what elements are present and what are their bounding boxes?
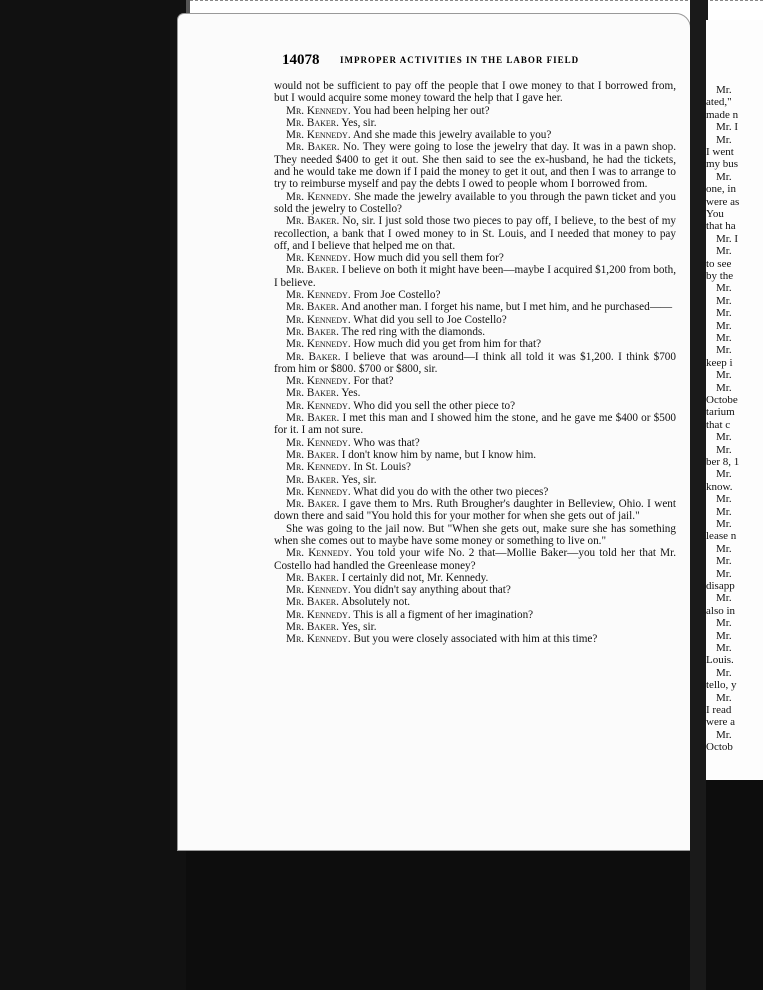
transcript-paragraph — [274, 596, 676, 608]
right-page-line: Mr. — [716, 245, 732, 258]
speech-text: I believe that was around—I think all told it was $1,200. I think $700 from him or $800. $700 or $800, sir. — [274, 350, 676, 375]
right-page-line: I went — [706, 146, 734, 158]
right-bottom-shadow — [706, 780, 763, 990]
right-page-line: Mr. — [716, 592, 732, 605]
transcript-paragraph — [274, 486, 676, 498]
speaker-name: Mr. Kennedy. — [286, 633, 351, 646]
transcript-paragraph — [274, 289, 676, 301]
speaker-name: Mr. Kennedy. — [286, 104, 351, 117]
right-page-line: Octob — [706, 741, 733, 754]
speaker-name: Mr. Baker. — [286, 473, 339, 486]
speech-text: How much did you sell them for? — [353, 252, 504, 265]
speech-text: And another man. I forget his name, but I met him, and he purchased—— — [341, 301, 673, 314]
speech-text: And she made this jewelry available to you? — [352, 129, 552, 142]
speech-text: I certainly did not, Mr. Kennedy. — [341, 571, 489, 584]
transcript-paragraph — [274, 523, 676, 548]
speaker-name: Mr. Baker. — [286, 264, 339, 277]
speech-text: I believe on both it might have been—maybe I acquired $1,200 from both, I believe. — [274, 264, 677, 289]
right-page-line: one, in — [706, 183, 736, 196]
right-page-line: Mr. — [716, 542, 732, 555]
right-page-line: ber 8, 1 — [706, 456, 740, 468]
speaker-name: Mr. Baker. — [286, 448, 339, 461]
speaker-name: Mr. Kennedy. — [286, 375, 351, 388]
speaker-name: Mr. Baker. — [286, 412, 340, 425]
speech-text: In St. Louis? — [353, 461, 411, 474]
speech-text: Absolutely not. — [341, 596, 411, 609]
right-page-line: by the — [706, 270, 734, 282]
speaker-name: Mr. Baker. — [286, 215, 340, 228]
speech-text: Who did you sell the other piece to? — [353, 399, 516, 412]
right-page-line: Mr. — [716, 294, 732, 307]
right-page-line: ated," — [706, 96, 732, 109]
speech-text: I don't know him by name, but I know him. — [341, 448, 537, 461]
transcript-paragraph — [274, 141, 676, 190]
speech-text: You had been helping her out? — [353, 104, 490, 117]
right-page-line: tello, y — [706, 679, 737, 692]
transcript-paragraph — [274, 80, 676, 105]
right-page-line: Louis. — [706, 654, 734, 667]
speech-text: What did you sell to Joe Costello? — [353, 313, 507, 326]
right-page-line: You — [706, 208, 724, 220]
transcript-paragraph — [274, 215, 676, 252]
right-page-line: Mr. — [716, 344, 732, 357]
speech-text: She made the jewelry available to you through the pawn ticket and you sold the jewelry to Costello? — [274, 190, 676, 215]
speaker-name: Mr. Baker. — [286, 350, 341, 363]
speech-text: Who was that? — [353, 436, 420, 449]
speaker-name: Mr. Kennedy. — [286, 338, 351, 351]
speaker-name: Mr. Baker. — [286, 621, 339, 634]
speaker-name: Mr. Kennedy. — [286, 313, 351, 326]
speech-text: No, sir. I just sold those two pieces to pay off, I believe, to the best of my recollection, a bank that I owed money to in St. Louis, and I needed that money to pay off, and I believe that helped me on that. — [274, 215, 676, 252]
transcript-paragraph — [274, 129, 676, 141]
right-page-line: Mr. — [716, 567, 732, 580]
right-page-line: Mr. — [716, 617, 732, 630]
speech-text: This is all a figment of her imagination? — [353, 608, 534, 621]
page-number: 14078 — [282, 52, 320, 68]
transcript-body — [274, 80, 676, 646]
right-page-line: Octobe — [706, 394, 738, 406]
transcript-paragraph — [274, 314, 676, 326]
transcript-paragraph — [274, 437, 676, 449]
speech-text: would not be sufficient to pay off the people that I owe money to that I borrowed from, but I would acquire some money toward the help that I gave her. — [274, 80, 676, 105]
transcript-paragraph — [274, 326, 676, 338]
speaker-name: Mr. Kennedy. — [286, 485, 351, 498]
transcript-paragraph — [274, 621, 676, 633]
right-page-line: Mr. — [716, 691, 732, 704]
right-page-line: Mr. — [716, 431, 732, 444]
transcript-paragraph — [274, 412, 676, 437]
right-page-line: keep i — [706, 356, 733, 369]
speaker-name: Mr. Baker. — [286, 498, 340, 511]
right-page-line: Mr. — [716, 307, 732, 320]
right-page-line: Mr. — [716, 728, 732, 741]
right-page-line: also in — [706, 604, 736, 617]
transcript-paragraph — [274, 474, 676, 486]
right-page-line: lease n — [706, 530, 737, 543]
right-page-line: disapp — [706, 580, 735, 592]
transcript-paragraph — [274, 461, 676, 473]
right-page-line: Mr. — [716, 332, 732, 344]
speaker-name: Mr. Kennedy. — [286, 399, 351, 412]
right-page-line: Mr. — [716, 133, 732, 146]
speech-text: For that? — [353, 375, 394, 388]
running-head: IMPROPER ACTIVITIES IN THE LABOR FIELD — [340, 55, 580, 65]
speaker-name: Mr. Baker. — [286, 325, 339, 338]
right-page-line: Mr. — [716, 468, 732, 481]
transcript-paragraph — [274, 105, 676, 117]
transcript-paragraph — [274, 301, 676, 313]
page-header — [282, 52, 682, 72]
right-page-line: Mr. — [716, 555, 732, 568]
transcript-paragraph — [274, 633, 676, 645]
transcript-paragraph — [274, 387, 676, 399]
right-page-line: know. — [706, 480, 733, 493]
speaker-name: Mr. Kennedy. — [286, 252, 351, 265]
speaker-name: Mr. Baker. — [286, 596, 339, 609]
speech-text: She was going to the jail now. But "When she gets out, make sure she has something when she comes out to maybe have some money or something to live on." — [274, 522, 676, 547]
speech-text: Yes. — [341, 387, 361, 400]
right-page-line: Mr. — [716, 381, 732, 394]
speaker-name: Mr. Kennedy. — [286, 584, 351, 597]
speech-text: You told your wife No. 2 that—Mollie Baker—you told her that Mr. Costello had handled the Greenlease money? — [274, 547, 677, 572]
speech-text: From Joe Costello? — [353, 289, 441, 302]
right-page-line: Mr. I — [716, 232, 738, 245]
transcript-paragraph — [274, 351, 676, 376]
speaker-name: Mr. Baker. — [286, 301, 339, 314]
right-page-line: Mr. — [716, 666, 732, 679]
right-page-line: made n — [706, 108, 739, 121]
right-page-fragment — [706, 20, 763, 780]
right-page-line: my bus — [706, 158, 739, 171]
speaker-name: Mr. Kennedy. — [286, 190, 351, 203]
speaker-name: Mr. Kennedy. — [286, 129, 351, 142]
speaker-name: Mr. Kennedy. — [286, 547, 352, 560]
speech-text: No. They were going to lose the jewelry that day. It was in a pawn shop. They needed $400 to get it out. She then said to see the ex-husband, he had the tickets, and he would take me down if I paid the money to get it out, and then I was to arrange to try to reimburse myself and pay the debts I owed to people whom I borrowed from. — [274, 141, 676, 191]
transcript-paragraph — [274, 584, 676, 596]
speaker-name: Mr. Kennedy. — [286, 289, 351, 302]
transcript-paragraph — [274, 449, 676, 461]
right-page-line: were a — [706, 716, 736, 729]
speech-text: How much did you get from him for that? — [353, 338, 542, 351]
transcript-paragraph — [274, 400, 676, 412]
transcript-paragraph — [274, 572, 676, 584]
right-page-line: Mr. — [716, 319, 732, 332]
transcript-paragraph — [274, 117, 676, 129]
speech-text: What did you do with the other two pieces? — [353, 485, 549, 498]
transcript-paragraph — [274, 191, 676, 216]
speaker-name: Mr. Kennedy. — [286, 461, 351, 474]
right-page-line: I read — [706, 704, 732, 716]
right-page-line: to see — [706, 257, 732, 270]
speaker-name: Mr. Kennedy. — [286, 608, 351, 621]
right-page-line: Mr. — [716, 282, 732, 295]
speaker-name: Mr. Kennedy. — [286, 436, 351, 449]
right-page-line: tarium — [706, 406, 735, 419]
right-page-line: Mr. — [716, 642, 732, 654]
transcript-paragraph — [274, 338, 676, 350]
speaker-name: Mr. Baker. — [286, 141, 340, 154]
transcript-paragraph — [274, 547, 676, 572]
right-page-line: Mr. — [716, 505, 732, 518]
speech-text: I gave them to Mrs. Ruth Brougher's daughter in Belleview, Ohio. I went down there and said "You hold this for your mother for when she gets out of jail." — [274, 498, 676, 523]
speaker-name: Mr. Baker. — [286, 571, 339, 584]
transcript-paragraph — [274, 375, 676, 387]
transcript-paragraph — [274, 609, 676, 621]
right-page-line: Mr. — [716, 369, 732, 382]
speech-text: I met this man and I showed him the stone, and he gave me $400 or $500 for it. I am not sure. — [274, 412, 677, 437]
speech-text: Yes, sir. — [341, 621, 377, 634]
right-page-line: Mr. — [716, 518, 732, 530]
right-page-line: Mr. — [716, 629, 732, 642]
right-page-line: that ha — [706, 220, 736, 233]
speech-text: But you were closely associated with him at this time? — [353, 633, 598, 646]
right-page-line: that c — [706, 418, 731, 431]
right-page-line: Mr. — [716, 493, 732, 506]
speaker-name: Mr. Baker. — [286, 387, 339, 400]
speech-text: Yes, sir. — [341, 473, 377, 486]
right-page-line: were as — [706, 195, 740, 208]
speech-text: Yes, sir. — [341, 116, 377, 129]
right-page-line: Mr. — [716, 170, 732, 183]
right-page-line: Mr. — [716, 84, 732, 96]
right-page-line: Mr. — [716, 443, 732, 456]
speech-text: You didn't say anything about that? — [353, 584, 511, 597]
speaker-name: Mr. Baker. — [286, 116, 339, 129]
transcript-paragraph — [274, 498, 676, 523]
transcript-paragraph — [274, 252, 676, 264]
transcript-paragraph — [274, 264, 676, 289]
left-binding-shadow — [0, 0, 186, 990]
right-page-line: Mr. I — [716, 121, 738, 134]
speech-text: The red ring with the diamonds. — [341, 325, 486, 338]
